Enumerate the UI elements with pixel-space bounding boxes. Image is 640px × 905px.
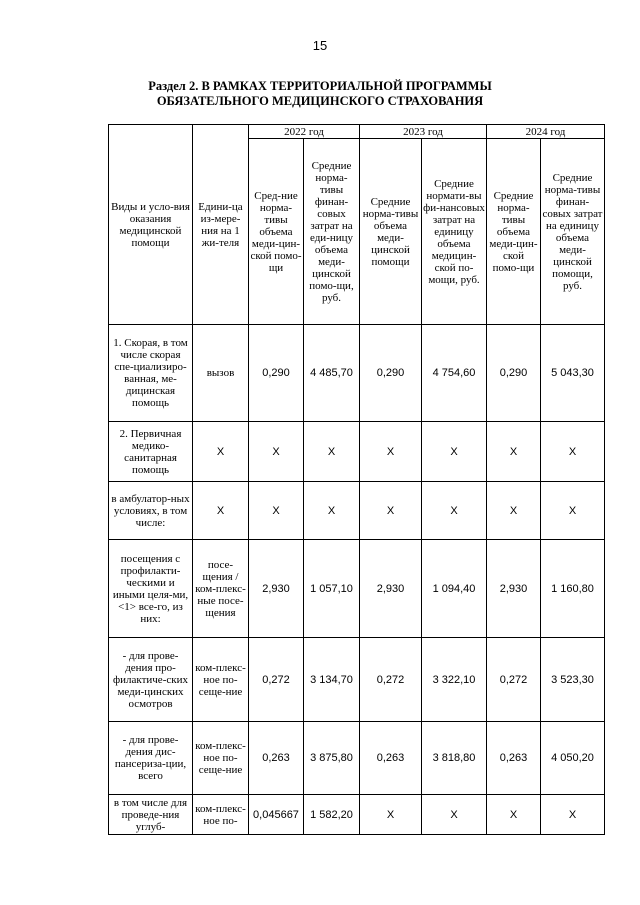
row-label: - для прове-дения про-филактиче-ских меди-цинских осмотров xyxy=(109,638,193,722)
row-label: - для прове-дения дис-пансериза-ции, всего xyxy=(109,722,193,795)
cell-volume-2023: 0,290 xyxy=(360,325,422,422)
row-label: в амбулатор-ных условиях, в том числе: xyxy=(109,482,193,540)
row-unit: ком-плекс-ное по-сеще-ние xyxy=(193,638,249,722)
header-year-2024: 2024 год xyxy=(487,125,605,139)
cell-volume-2023: Х xyxy=(360,482,422,540)
page-number: 15 xyxy=(312,38,328,53)
cell-cost-2024: Х xyxy=(541,795,605,835)
cell-cost-2023: Х xyxy=(422,795,487,835)
header-year-2022: 2022 год xyxy=(249,125,360,139)
standards-table xyxy=(108,124,605,835)
row-label: 1. Скорая, в том числе скорая спе-циализиро-ванная, ме-дицинская помощь xyxy=(109,325,193,422)
table-row xyxy=(109,422,605,482)
row-label: в том числе для проведе-ния углуб- xyxy=(109,795,193,835)
header-cost-2023: Средние нормати-вы фи-нансовых затрат на единицу объема медицин-ской по-мощи, руб. xyxy=(422,139,487,325)
cell-cost-2024: 1 160,80 xyxy=(541,540,605,638)
cell-volume-2024: Х xyxy=(487,795,541,835)
row-unit: ком-плекс-ное по-сеще-ние xyxy=(193,722,249,795)
cell-cost-2024: 5 043,30 xyxy=(541,325,605,422)
header-volume-2024: Средние норма-тивы объема меди-цин-ской помо-щи xyxy=(487,139,541,325)
table-row xyxy=(109,638,605,722)
cell-cost-2023: 3 818,80 xyxy=(422,722,487,795)
cell-cost-2022: 1 057,10 xyxy=(304,540,360,638)
cell-cost-2022: 3 134,70 xyxy=(304,638,360,722)
table-row xyxy=(109,540,605,638)
cell-cost-2023: Х xyxy=(422,422,487,482)
cell-cost-2024: Х xyxy=(541,482,605,540)
cell-volume-2023: 0,263 xyxy=(360,722,422,795)
cell-cost-2022: 3 875,80 xyxy=(304,722,360,795)
cell-cost-2022: 1 582,20 xyxy=(304,795,360,835)
table-row xyxy=(109,482,605,540)
cell-volume-2022: Х xyxy=(249,482,304,540)
cell-volume-2024: 0,263 xyxy=(487,722,541,795)
cell-volume-2023: 0,272 xyxy=(360,638,422,722)
cell-cost-2023: 4 754,60 xyxy=(422,325,487,422)
header-row-years xyxy=(109,125,605,139)
cell-cost-2024: 4 050,20 xyxy=(541,722,605,795)
cell-cost-2023: 3 322,10 xyxy=(422,638,487,722)
cell-cost-2022: 4 485,70 xyxy=(304,325,360,422)
table-row xyxy=(109,795,605,835)
cell-volume-2023: Х xyxy=(360,795,422,835)
section-heading xyxy=(0,79,640,109)
header-cost-2024: Средние норма-тивы финан-совых затрат на единицу объема меди-цинской помощи, руб. xyxy=(541,139,605,325)
cell-volume-2024: 2,930 xyxy=(487,540,541,638)
cell-volume-2024: Х xyxy=(487,422,541,482)
cell-volume-2023: Х xyxy=(360,422,422,482)
heading-line-1: Раздел 2. В РАМКАХ ТЕРРИТОРИАЛЬНОЙ ПРОГРАММЫ xyxy=(148,79,492,93)
row-unit: Х xyxy=(193,422,249,482)
table-row xyxy=(109,722,605,795)
cell-cost-2022: Х xyxy=(304,422,360,482)
cell-volume-2024: 0,272 xyxy=(487,638,541,722)
cell-cost-2023: Х xyxy=(422,482,487,540)
header-type-of-care: Виды и усло-вия оказания медицинской помощи xyxy=(109,125,193,325)
cell-volume-2022: Х xyxy=(249,422,304,482)
header-volume-2023: Средние норма-тивы объема меди-цинской помощи xyxy=(360,139,422,325)
header-unit: Едини-ца из-мере-ния на 1 жи-теля xyxy=(193,125,249,325)
cell-volume-2022: 0,290 xyxy=(249,325,304,422)
cell-volume-2022: 0,263 xyxy=(249,722,304,795)
header-year-2023: 2023 год xyxy=(360,125,487,139)
cell-cost-2024: 3 523,30 xyxy=(541,638,605,722)
row-unit: посе-щения / ком-плекс-ные посе-щения xyxy=(193,540,249,638)
cell-volume-2024: 0,290 xyxy=(487,325,541,422)
cell-cost-2023: 1 094,40 xyxy=(422,540,487,638)
row-unit: Х xyxy=(193,482,249,540)
cell-volume-2022: 0,045667 xyxy=(249,795,304,835)
row-unit: вызов xyxy=(193,325,249,422)
cell-volume-2024: Х xyxy=(487,482,541,540)
cell-volume-2022: 0,272 xyxy=(249,638,304,722)
cell-cost-2022: Х xyxy=(304,482,360,540)
row-unit: ком-плекс-ное по- xyxy=(193,795,249,835)
cell-volume-2023: 2,930 xyxy=(360,540,422,638)
row-label: посещения с профилакти-ческими и иными целя-ми, <1> все-го, из них: xyxy=(109,540,193,638)
table-row xyxy=(109,325,605,422)
cell-volume-2022: 2,930 xyxy=(249,540,304,638)
cell-cost-2024: Х xyxy=(541,422,605,482)
header-cost-2022: Средние норма-тивы финан-совых затрат на еди-ницу объема меди-цинской помо-щи, руб. xyxy=(304,139,360,325)
row-label: 2. Первичная медико-санитарная помощь xyxy=(109,422,193,482)
heading-line-2: ОБЯЗАТЕЛЬНОГО МЕДИЦИНСКОГО СТРАХОВАНИЯ xyxy=(156,94,484,108)
header-volume-2022: Сред-ние норма-тивы объема меди-цин-ской помо-щи xyxy=(249,139,304,325)
